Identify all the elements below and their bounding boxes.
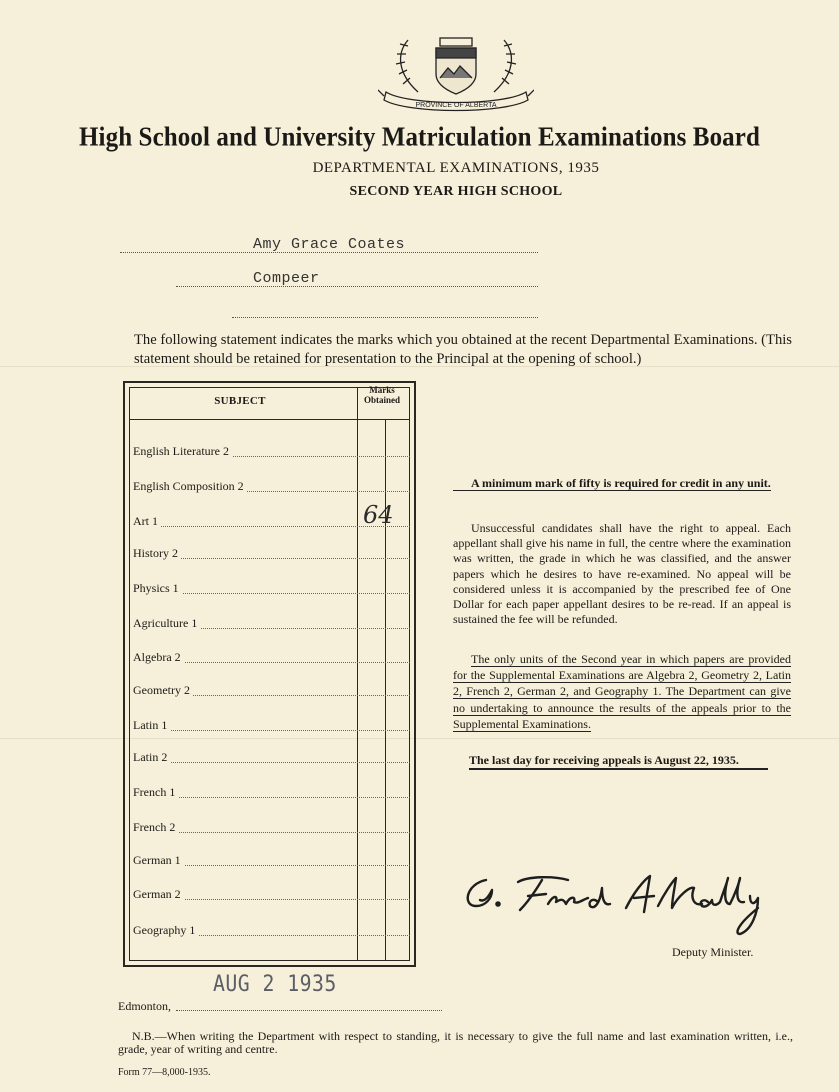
subject-label: Latin 1 [133,718,170,733]
subject-label: English Composition 2 [133,479,247,494]
column-header-subject: SUBJECT [214,395,266,407]
signature-image [458,868,778,948]
province-crest-icon [378,34,534,114]
candidate-name: Amy Grace Coates [253,236,406,253]
signature-name: G. Fred McNally [458,946,465,947]
place-line [176,1010,442,1011]
supplemental-notice [453,651,791,732]
table-row [133,580,410,598]
supplemental-text: The only units of the Second year in which papers are provided for the Supplemental Examinations are Algebra 2, Geometry 2, Latin 2, French 2, German 2, and Geography 1. The Department can give no undertaking to announce the results of the appeals prior to the Supplemental Examinations. [453,652,791,731]
blank-line [232,317,538,318]
table-row [133,852,410,870]
marks-column-divider [357,387,358,961]
appeal-text: Unsuccessful candidates shall have the right to appeal. Each appellant shall give his name in full, the centre where the examination was written, the grade in which he was classified, and the answer papers which he desires to have re-examined. No appeal will be considered unless it is accompanied by the prescribed fee of One Dollar for each paper appellant desires to be re-read. If an appeal is sustained the fee will be refunded. [453,521,791,627]
table-row [133,922,410,940]
row-leader-dots [133,730,410,731]
column-header-marks: Marks Obtained [363,385,400,405]
mark-value: 64 [363,501,394,529]
exam-level: SECOND YEAR HIGH SCHOOL [349,184,563,199]
last-day-notice [453,753,807,768]
table-row [133,478,410,496]
nb-note: N.B.—When writing the Department with respect to standing, it is necessary to give the full name and last examination written, i.e., grade, year of writing and centre. [118,1029,793,1056]
table-row [133,819,410,837]
table-row [133,682,410,700]
table-row [133,784,410,802]
table-row [133,886,410,904]
subject-label: English Literature 2 [133,444,232,459]
subject-label: German 1 [133,853,184,868]
minimum-mark-text: A minimum mark of fifty is required for credit in any unit. [453,476,771,491]
minimum-mark-notice [453,476,791,491]
table-row [133,443,410,461]
place-label: Edmonton, [118,999,171,1013]
subject-label: Algebra 2 [133,650,184,665]
appeal-notice [453,521,791,627]
table-row [133,615,410,633]
table-row [133,649,410,667]
marks-table-inner [129,387,410,961]
subject-label: German 2 [133,887,184,902]
subject-label: Latin 2 [133,750,170,765]
subject-label: Agriculture 1 [133,616,200,631]
deputy-minister-title: Deputy Minister. [672,945,754,959]
crest-motto: PROVINCE OF ALBERTA [415,102,497,109]
header-divider [129,419,410,420]
centre-line [176,286,538,287]
form-number: Form 77—8,000-1935. [118,1067,211,1078]
subject-label: Physics 1 [133,581,182,596]
marks-table [123,381,416,967]
exam-subtitle: DEPARTMENTAL EXAMINATIONS, 1935 [312,160,600,176]
intro-paragraph [134,331,792,369]
row-leader-dots [133,762,410,763]
subject-label: French 1 [133,785,178,800]
subject-label: Geography 1 [133,923,198,938]
subject-label: History 2 [133,546,181,561]
table-row [133,749,410,767]
last-day-text: The last day for receiving appeals is August 22, 1935. [469,753,739,767]
table-row [133,717,410,735]
subject-label: Geometry 2 [133,683,193,698]
candidate-centre: Compeer [253,270,320,287]
table-row [133,545,410,563]
intro-text: The following statement indicates the marks which you obtained at the recent Departmental Examinations. (This statement should be retained for presentation to the Principal at the opening of school.) [134,332,792,367]
board-title: High School and University Matriculation Examinations Board [79,122,760,153]
subject-label: French 2 [133,820,178,835]
last-day-underline [469,768,768,770]
date-stamp: AUG 2 1935 [213,972,337,997]
subject-label: Art 1 [133,514,161,529]
